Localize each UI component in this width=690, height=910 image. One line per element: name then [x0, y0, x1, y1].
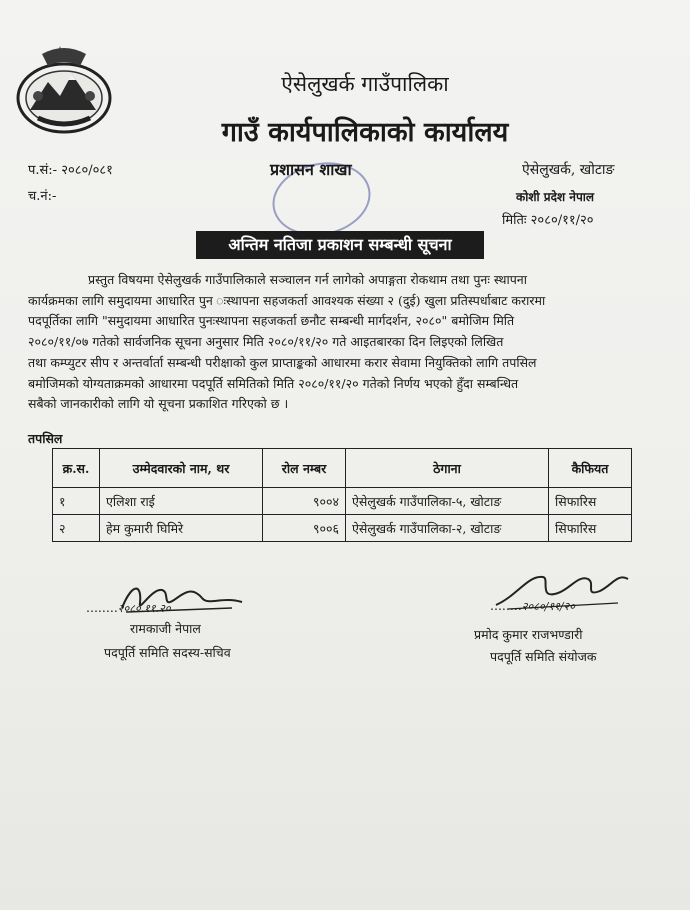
- left-signatory-name: रामकाजी नेपाल: [130, 621, 201, 636]
- body-line: प्रस्तुत विषयमा ऐसेलुखर्क गाउँपालिकाले सञ्चालन गर्न लागेको अपाङ्गता रोकथाम तथा पुनः स्थापना: [88, 272, 527, 287]
- cell-serial: २: [53, 515, 100, 542]
- table-row: [53, 488, 632, 515]
- left-signature-dots: ........: [86, 600, 118, 615]
- cell-remarks: सिफारिस: [549, 488, 632, 515]
- schedule-label: तपसिल: [28, 431, 63, 446]
- right-signature-date: २०८०/११/२०: [521, 600, 575, 613]
- body-line: कार्यक्रमका लागि समुदायमा आधारित पुन ःस्थापना सहजकर्ता आवश्यक संख्या २ (दुई) खुला प्रतिस्पर्धाबाट करारमा: [28, 292, 546, 308]
- right-signatory-name: प्रमोद कुमार राजभण्डारी: [474, 627, 583, 642]
- cell-address: ऐसेलुखर्क गाउँपालिका-२, खोटाङ: [346, 515, 549, 542]
- dispatch-number: च.नं:-: [28, 189, 57, 204]
- header-serial: क्र.स.: [53, 449, 100, 488]
- cell-remarks: सिफारिस: [549, 515, 632, 542]
- header-remarks: कैफियत: [549, 449, 632, 488]
- body-line: सबैको जानकारीको लागि यो सूचना प्रकाशित गरिएको छ ।: [28, 396, 289, 412]
- body-line: २०८०/११/०७ गतेको सार्वजनिक सूचना अनुसार मिति २०८०/११/२० गते आइतबारका दिन लिइएको लिखित: [28, 334, 504, 350]
- notice-body: [28, 270, 628, 415]
- header-name: उम्मेदवारको नाम, थर: [100, 449, 263, 488]
- body-line: तथा कम्प्युटर सीप र अन्तर्वार्ता सम्बन्धी परीक्षाको कुल प्राप्ताङ्कको आधारमा करार सेवामा नियुक्तिको लागि तपसिल: [28, 354, 537, 370]
- cell-address: ऐसेलुखर्क गाउँपालिका-५, खोटाङ: [346, 488, 549, 515]
- office-name: गाउँ कार्यपालिकाको कार्यालय: [221, 117, 509, 148]
- address-line-2: कोशी प्रदेश नेपाल: [516, 190, 595, 204]
- header-roll: रोल नम्बर: [263, 449, 346, 488]
- right-signature-dots: ........: [490, 598, 522, 613]
- cell-name: हेम कुमारी घिमिरे: [100, 515, 263, 542]
- results-table: [52, 448, 632, 542]
- cell-serial: १: [53, 488, 100, 515]
- cell-roll: ९००६: [263, 515, 346, 542]
- left-signature-date: २०८०.११.२०: [117, 602, 171, 615]
- right-signatory-role: पदपूर्ति समिति संयोजक: [490, 649, 597, 664]
- issue-date: मितिः २०८०/११/२०: [502, 213, 594, 228]
- left-signatory-role: पदपूर्ति समिति सदस्य-सचिव: [104, 645, 231, 660]
- notice-title: अन्तिम नतिजा प्रकाशन सम्बन्धी सूचना: [196, 231, 484, 259]
- body-line: पदपूर्तिका लागि "समुदायमा आधारित पुनःस्थापना सहजकर्ता छनौट सम्बन्धी मार्गदर्शन, २०८०" बमोजिम मिति: [28, 313, 515, 329]
- branch-name: प्रशासन शाखा: [270, 160, 352, 179]
- header-address: ठेगाना: [346, 449, 549, 488]
- address-line-1: ऐसेलुखर्क, खोटाङ: [522, 162, 615, 178]
- municipality-name: ऐसेलुखर्क गाउँपालिका: [281, 72, 449, 96]
- table-header-row: [53, 449, 632, 488]
- reference-number: प.सं:- २०८०/०८१: [28, 163, 113, 178]
- cell-roll: ९००४: [263, 488, 346, 515]
- body-line: बमोजिमको योग्यताक्रमको आधारमा पदपूर्ति समितिको मिति २०८०/११/२० गतेको निर्णय भएको हुँदा सम्बन्धित: [28, 375, 519, 391]
- cell-name: एलिशा राई: [100, 488, 263, 515]
- table-row: [53, 515, 632, 542]
